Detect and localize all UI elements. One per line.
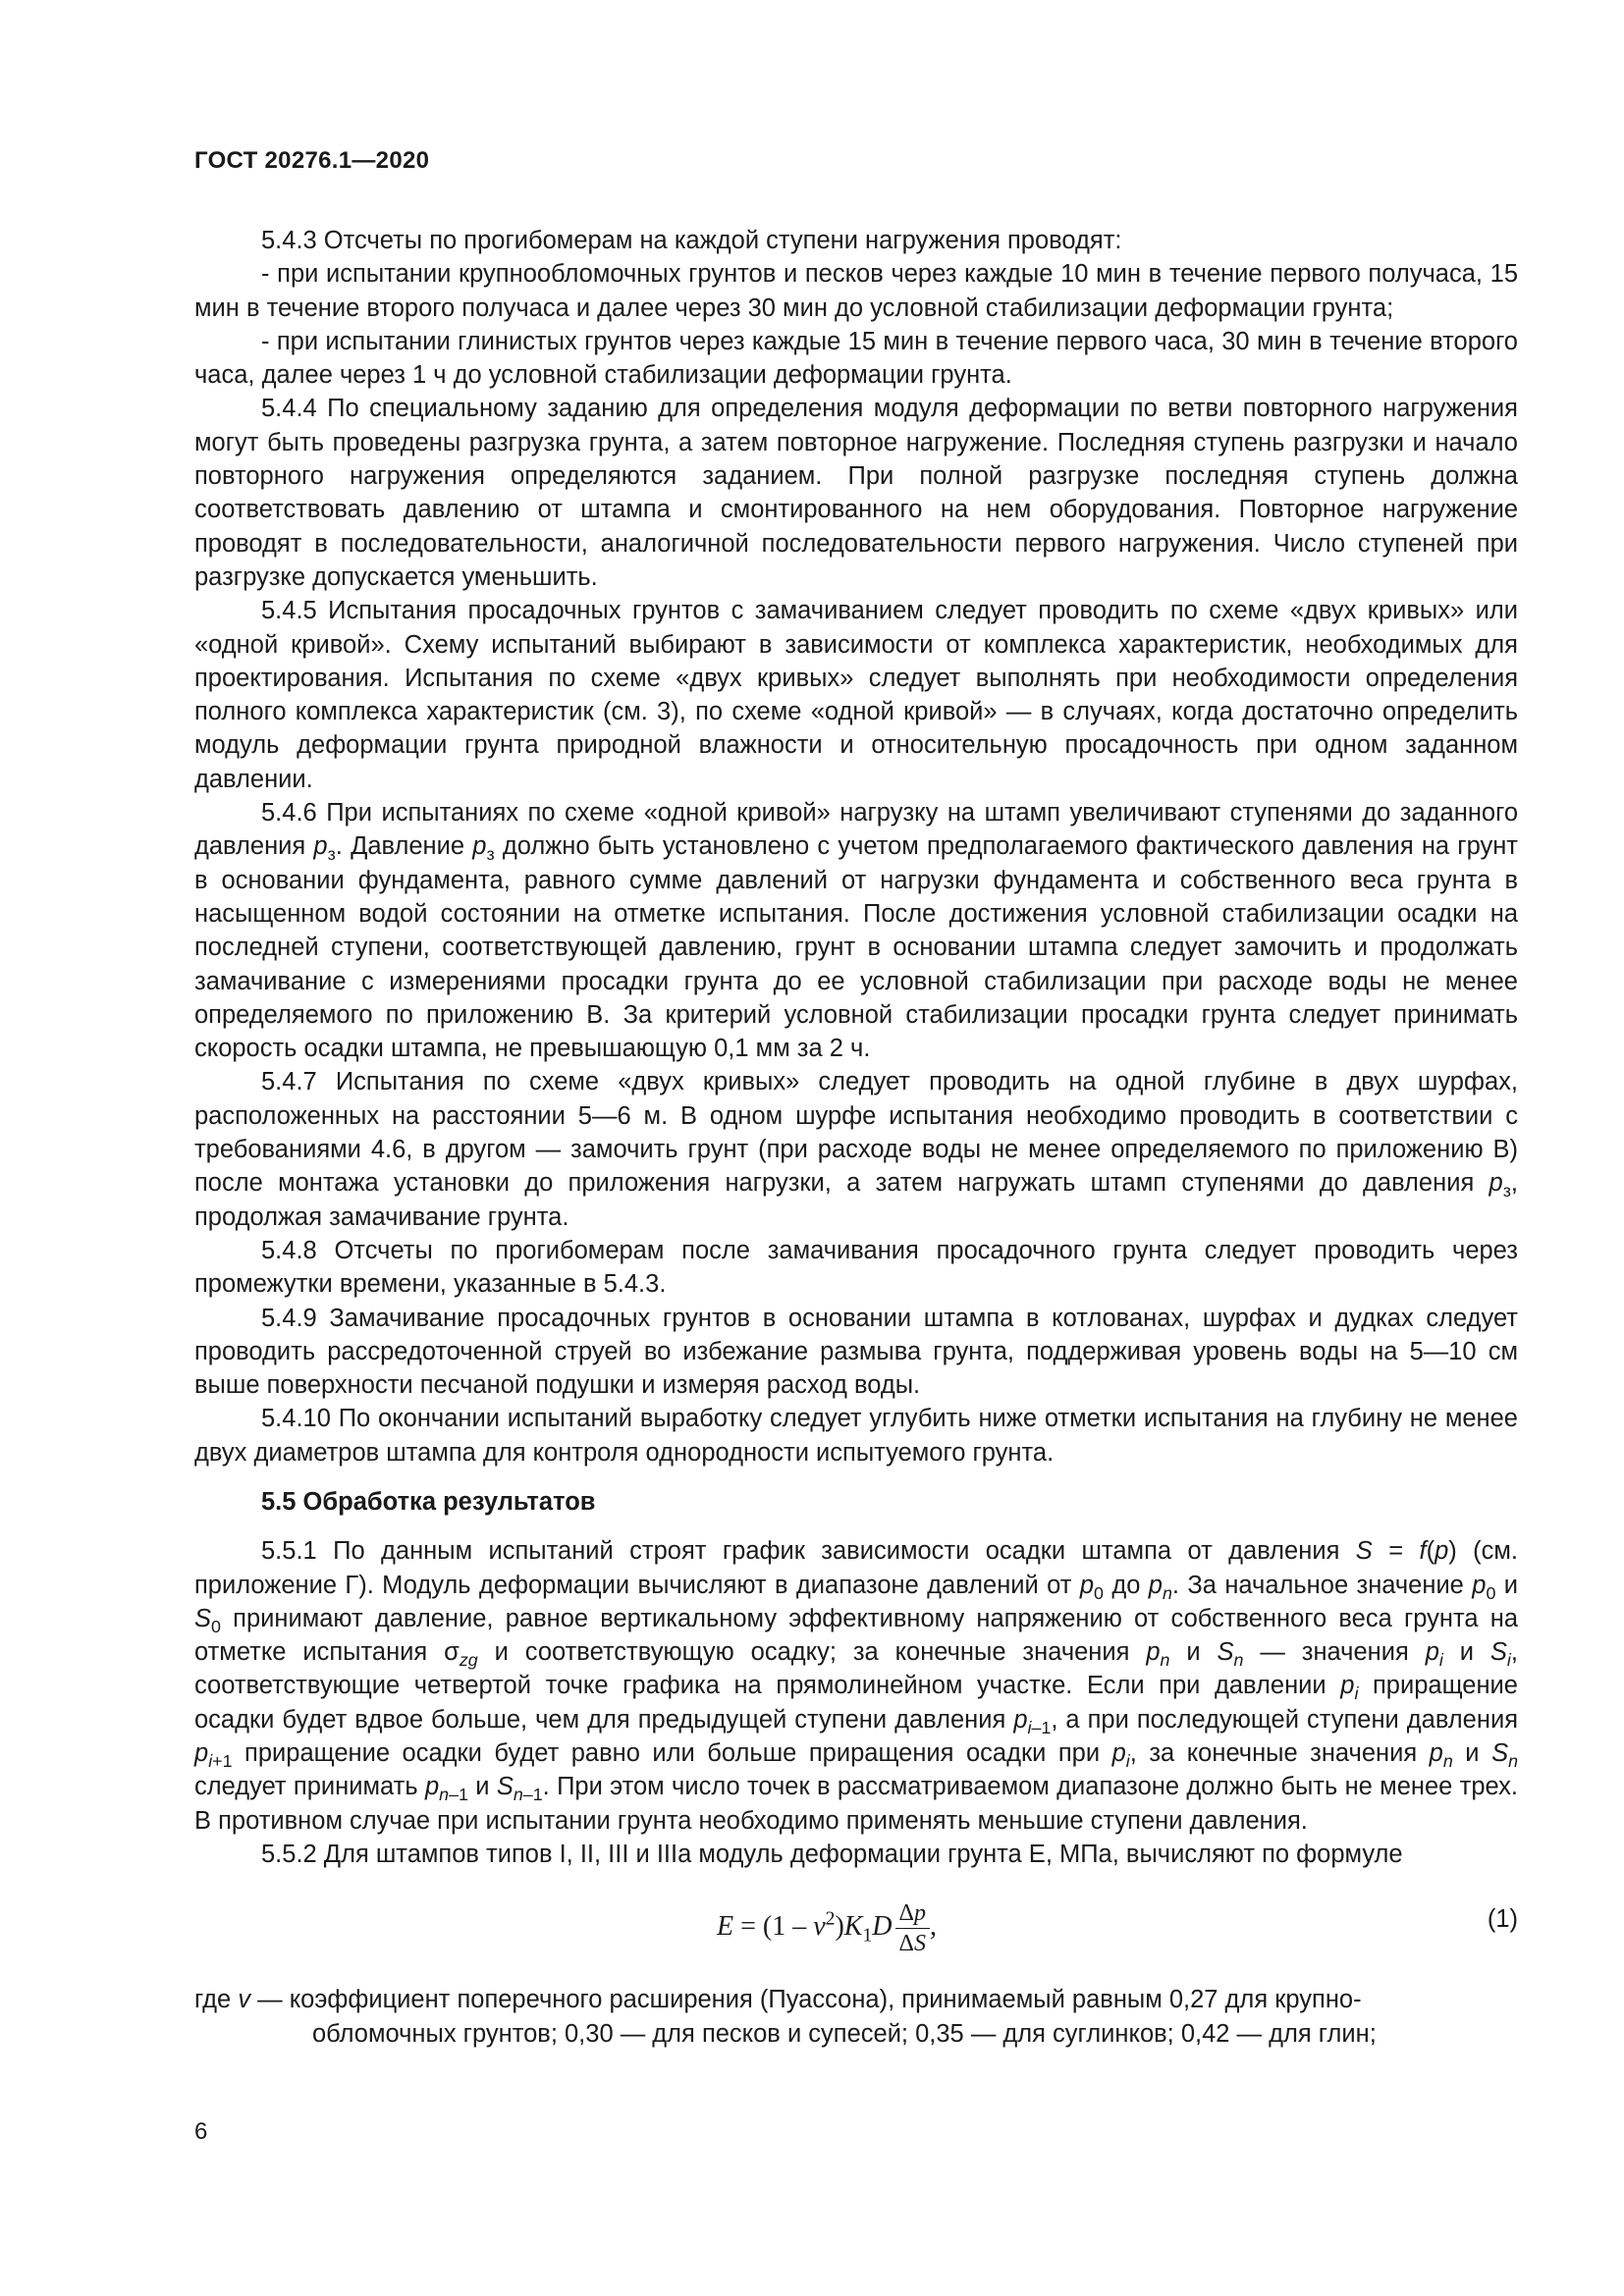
paragraph-5-5-2: 5.5.2 Для штампов типов I, II, III и IIIa модуль деформации грунта E, МПа, вычисляют по формуле [261, 1840, 1403, 1868]
formula-number: (1) [1487, 1905, 1518, 1934]
formula-1 [194, 1885, 1518, 1975]
paragraph-5-4-9: 5.4.9 Замачивание просадочных грунтов в основании штампа в котлованах, шурфах и дудках следует проводить рассредоточенной струей во избежание размыва грунта, поддерживая уровень воды на 5—10 см выше поверхности песчаной подушки и измеряя расход воды. [194, 1304, 1518, 1400]
section-heading: 5.5 Обработка результатов [261, 1487, 596, 1516]
paragraph-5-4-5: 5.4.5 Испытания просадочных грунтов с замачиванием следует проводить по схеме «двух кривых» или «одной кривой». Схему испытаний выбирают в зависимости от комплекса характеристик, необходимых для проектирования. Испытания по схеме «двух кривых» следует выполнять при необходимости определения полного комплекса характеристик (см. 3), по схеме «одной кривой» — в случаях, когда достаточно определить модуль деформации грунта природной влажности и относительную просадочность при одном заданном давлении. [194, 597, 1518, 793]
paragraph-5-4-6: 5.4.6 При испытаниях по схеме «одной кривой» нагрузку на штамп увеличивают ступенями до заданного давления $p_з$. Давление $p_з$ должно быть установлено с учетом предполагаемого фактического давления на грунт в основании фундамента, равного сумме давлений от нагрузки фундамента и собственного веса грунта в насыщенном водой состоянии на отметке испытания. После достижения условной стабилизации осадки на последней ступени, соответствующей давлению, грунт в основании штампа следует замочить и продолжать замачивание с измерениями просадки грунта до ее условной стабилизации при расходе воды не менее определяемого по приложению В. За критерий условной стабилизации просадки грунта следует принимать скорость осадки штампа, не превышающую 0,1 мм за 2 ч. [194, 799, 1518, 1063]
where-clause: где v — коэффициент поперечного расширения (Пуассона), принимаемый равным 0,27 для крупно- обломочных грунтов; 0,30 — для песков и супесей; 0,35 — для суглинков; 0,42 — для глин; [194, 1986, 1377, 2048]
document-body [194, 224, 1518, 2051]
page-number: 6 [194, 2118, 208, 2145]
paragraph-5-4-8: 5.4.8 Отсчеты по прогибомерам после замачивания просадочного грунта следует проводить через промежутки времени, указанные в 5.4.3. [194, 1236, 1518, 1299]
paragraph-5-4-4: 5.4.4 По специальному заданию для определения модуля деформации по ветви повторного нагружения могут быть проведены разгрузка грунта, а затем повторное нагружение. Последняя ступень разгрузки и начало повторного нагружения определяются заданием. При полной разгрузке последняя ступень должна соответствовать давлению от штампа и смонтированного на нем оборудования. Повторное нагружение проводят в последовательности, аналогичной последовательности первого нагружения. Число ступеней при разгрузке допускается уменьшить. [194, 395, 1518, 591]
list-item: - при испытании крупнообломочных грунтов и песков через каждые 10 мин в течение первого получаса, 15 мин в течение второго получаса и далее через 30 мин до условной стабилизации деформации грунта; [194, 260, 1518, 322]
paragraph-5-4-7: 5.4.7 Испытания по схеме «двух кривых» следует проводить на одной глубине в двух шурфах, расположенных на расстоянии 5—6 м. В одном шурфе испытания необходимо проводить в соответствии с требованиями 4.6, в другом — замочить грунт (при расходе воды не менее определяемого по приложению В) после монтажа установки до приложения нагрузки, а затем нагружать штамп ступенями до давления $p_з$, продолжая замачивание грунта. [194, 1068, 1518, 1231]
document-header: ГОСТ 20276.1—2020 [194, 147, 430, 174]
paragraph-5-4-3: 5.4.3 Отсчеты по прогибомерам на каждой ступени нагружения проводят: [261, 227, 1122, 254]
paragraph-5-4-10: 5.4.10 По окончании испытаний выработку следует углубить ниже отметки испытания на глубину не менее двух диаметров штампа для контроля однородности испытуемого грунта. [194, 1405, 1518, 1467]
formula-expression: $E = (1 - v^2)K_1D$ $\frac{\Delta p}{\Delta S}$ , [717, 1900, 937, 1957]
list-item: - при испытании глинистых грунтов через каждые 15 мин в течение первого часа, 30 мин в течение второго часа, далее через 1 ч до условной стабилизации деформации грунта. [194, 327, 1518, 390]
fraction: $\frac{\Delta p}{\Delta S}$ [895, 1898, 930, 1958]
paragraph-5-5-1: 5.5.1 По данным испытаний строят график зависимости осадки штампа от давления S = f(p) (см. приложение Г). Модуль деформации вычисляют в диапазоне давлений от $p_0$ до $p_n$. За начальное значение $p_0$ и $S_0$ принимают давление, равное вертикальному эффективному напряжению от собственного веса грунта на отметке испытания $\sigma_{zg}$ и соответствующую осадку; за конечные значения $p_n$ и $S_n$ — значения $p_i$ и $S_i$, соответствующие четвертой точке графика на прямолинейном участке. Если при давлении $p_i$ приращение осадки будет вдвое больше, чем для предыдущей ступени давления $p_{i-1}$, а при последующей ступени давления $p_{i+1}$ приращение осадки будет равно или больше приращения осадки при $p_i$, за конечные значения $p_n$ и $S_n$ следует принимать $p_{n-1}$ и $S_{n-1}$. При этом число точек в рассматриваемом диапазоне должно быть не менее трех. В противном случае при испытании грунта необходимо применять меньшие ступени давления. [194, 1537, 1519, 1835]
